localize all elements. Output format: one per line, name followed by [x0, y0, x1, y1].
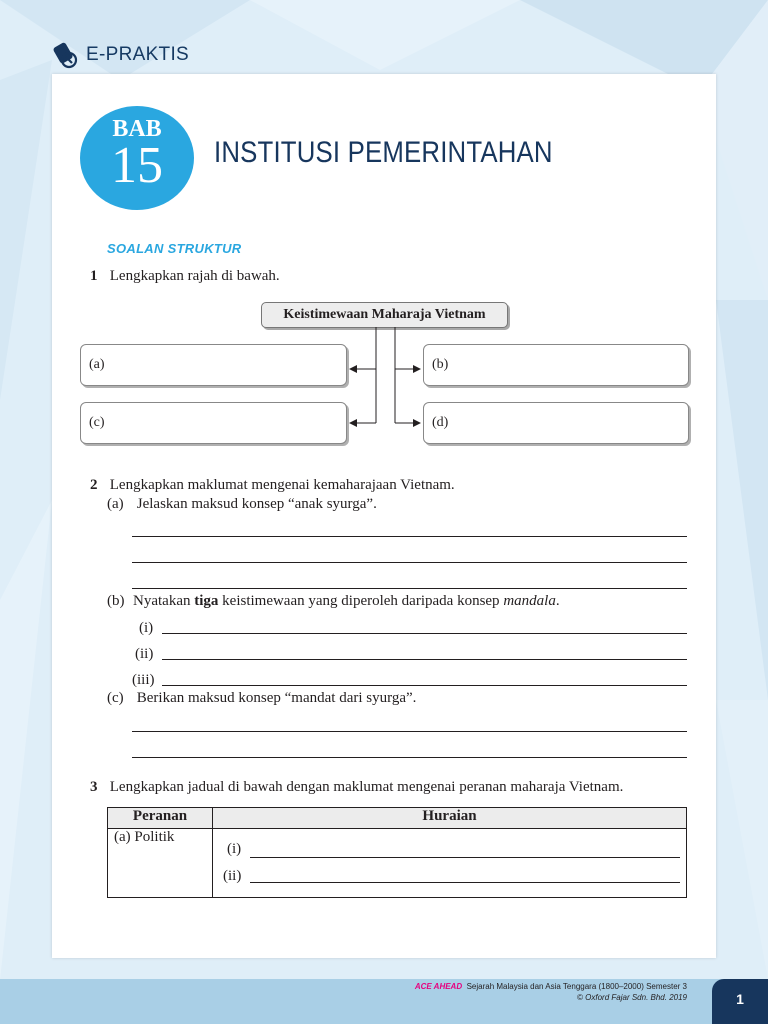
emphasis-word: tiga	[194, 593, 219, 609]
diagram-box-b[interactable]	[423, 344, 689, 386]
answer-line[interactable]	[132, 757, 687, 758]
page-number: 1	[712, 979, 768, 1024]
table-header-row	[108, 808, 687, 829]
item-label: (i)	[139, 620, 154, 636]
item-label: (i)	[227, 841, 242, 857]
question-2a	[107, 496, 377, 513]
column-header-huraian: Huraian	[213, 808, 687, 829]
chapter-number: 15	[111, 137, 163, 194]
row-label: (a) Politik	[108, 829, 213, 898]
question-number: 1	[90, 268, 98, 284]
answer-line[interactable]	[162, 659, 687, 660]
sub-label: (c)	[107, 690, 124, 706]
header-title: E-PRAKTIS	[86, 44, 189, 65]
question-2c	[107, 690, 416, 707]
footer-brand: ACE AHEAD	[414, 982, 463, 991]
question-number: 3	[90, 779, 98, 795]
sub-question-text: Berikan maksud konsep “mandat dari syurga”.	[136, 690, 417, 706]
item-label: (iii)	[132, 672, 155, 688]
diagram-box-c[interactable]	[80, 402, 347, 444]
sub-question-text: Jelaskan maksud konsep “anak syurga”.	[136, 496, 377, 512]
item-label: (ii)	[223, 868, 242, 884]
diagram-box-label: (c)	[89, 415, 105, 430]
sub-question-text: keistimewaan yang diperoleh daripada konsep	[218, 593, 504, 609]
question-3	[90, 779, 623, 796]
diagram-title-box: Keistimewaan Maharaja Vietnam	[261, 302, 508, 328]
answer-line[interactable]	[132, 731, 687, 732]
question-2b	[107, 593, 560, 610]
role-table	[107, 807, 687, 898]
row-answer-cell	[213, 829, 687, 898]
answer-line[interactable]	[132, 588, 687, 589]
footer-copyright: © Oxford Fajar Sdn. Bhd. 2019	[577, 993, 687, 1002]
diagram-box-a[interactable]	[80, 344, 347, 386]
question-text: Lengkapkan maklumat mengenai kemaharajaan Vietnam.	[109, 477, 455, 493]
chapter-title: INSTITUSI PEMERINTAHAN	[214, 136, 553, 169]
diagram-box-d[interactable]	[423, 402, 689, 444]
diagram-box-label: (a)	[89, 357, 105, 372]
table-row	[108, 829, 687, 898]
diagram-box-label: (b)	[432, 357, 449, 372]
question-number: 2	[90, 477, 98, 493]
answer-line[interactable]	[132, 536, 687, 537]
punctuation: .	[555, 593, 560, 609]
footer-book-title: Sejarah Malaysia dan Asia Tenggara (1800–2000) Semester 3	[466, 982, 687, 991]
answer-line[interactable]	[250, 857, 680, 858]
chapter-bab-label: BAB	[112, 116, 162, 142]
section-label: SOALAN STRUKTUR	[107, 241, 242, 256]
footer-book-line	[415, 982, 687, 991]
column-header-peranan: Peranan	[108, 808, 213, 829]
answer-line[interactable]	[132, 562, 687, 563]
question-text: Lengkapkan jadual di bawah dengan maklumat mengenai peranan maharaja Vietnam.	[109, 779, 624, 795]
italic-term: mandala	[503, 593, 556, 609]
answer-line[interactable]	[250, 882, 680, 883]
sub-label: (b)	[107, 593, 125, 609]
diagram-box-label: (d)	[432, 415, 449, 430]
answer-line[interactable]	[162, 685, 687, 686]
sub-label: (a)	[107, 496, 124, 512]
question-text: Lengkapkan rajah di bawah.	[109, 268, 280, 284]
answer-line[interactable]	[162, 633, 687, 634]
question-2	[90, 477, 455, 494]
footer	[0, 979, 768, 1024]
item-label: (ii)	[135, 646, 154, 662]
sub-question-text: Nyatakan	[133, 593, 195, 609]
